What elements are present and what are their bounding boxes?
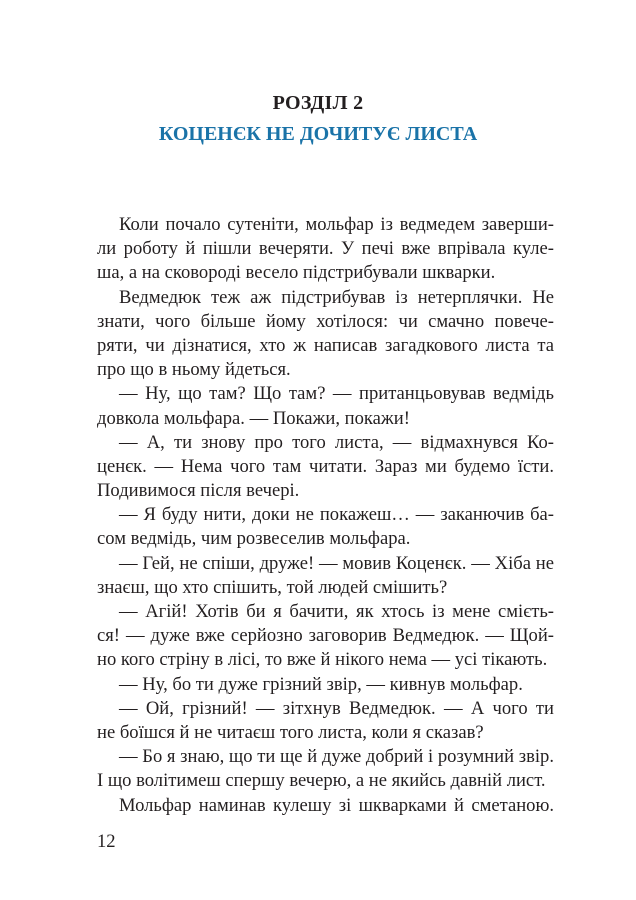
text-line: ли роботу й пішли вечеряти. У печі вже впрівала куле- <box>97 238 554 260</box>
text-line: Мольфар наминав кулешу зі шкварками й сметаною. <box>119 794 554 816</box>
body-text <box>97 213 554 818</box>
text-line: знати, чого більше йому хотілося: чи смачно повече- <box>97 310 554 332</box>
text-line: — Гей, не спіши, друже! — мовив Коценєк. — Хіба не <box>119 552 554 574</box>
text-line: Подивимося після вечері. <box>97 480 300 502</box>
text-line: — Агій! Хотів би я бачити, як хтось із мене смієть- <box>119 601 554 622</box>
text-line: — Ой, грізний! — зітхнув Ведмедюк. — А чого ти <box>119 697 554 719</box>
text-line: ся! — дуже вже серйозно заговорив Ведмедюк. — Щой- <box>97 625 554 647</box>
text-line: І що волітимеш спершу вечерю, а не якийсь давній лист. <box>97 770 546 792</box>
text-line: — Бо я знаю, що ти ще й дуже добрий і розумний звір. <box>119 746 554 768</box>
text-line: не боїшся й не читаєш того листа, коли я сказав? <box>97 721 484 743</box>
text-line: — А, ти знову про того листа, — відмахнувся Ко- <box>119 431 554 453</box>
text-line: но кого стріну в лісі, то вже й нікого нема — усі тікають. <box>97 649 548 671</box>
text-line: ша, а на сковороді весело підстрибували шкварки. <box>97 262 496 284</box>
text-line: Коли почало сутеніти, мольфар із ведмедем заверши- <box>119 214 554 235</box>
chapter-title: КОЦЕНЄК НЕ ДОЧИТУЄ ЛИСТА <box>158 123 478 145</box>
chapter-number: РОЗДІЛ 2 <box>272 92 364 114</box>
text-line: — Ну, що там? Що там? — пританцьовував ведмідь <box>119 383 554 405</box>
text-line: Ведмедюк теж аж підстрибував із нетерплячки. Не <box>119 286 554 308</box>
text-line: — Ну, бо ти дуже грізний звір, — кивнув мольфар. <box>119 673 523 695</box>
text-line: про що в ньому йдеться. <box>97 359 291 381</box>
text-line: знаєш, що хто спішить, той людей смішить? <box>97 576 448 598</box>
text-line: — Я буду нити, доки не покажеш… — заканючив ба- <box>119 504 554 526</box>
text-line: довкола мольфара. — Покажи, покажи! <box>97 407 410 429</box>
text-line: сом ведмідь, чим розвеселив мольфара. <box>97 528 411 550</box>
text-line: ценєк. — Нема чого там читати. Зараз ми будемо їсти. <box>97 455 554 477</box>
text-line: ряти, чи дізнатися, хто ж написав загадкового листа та <box>97 334 554 356</box>
page-number: 12 <box>97 831 116 852</box>
